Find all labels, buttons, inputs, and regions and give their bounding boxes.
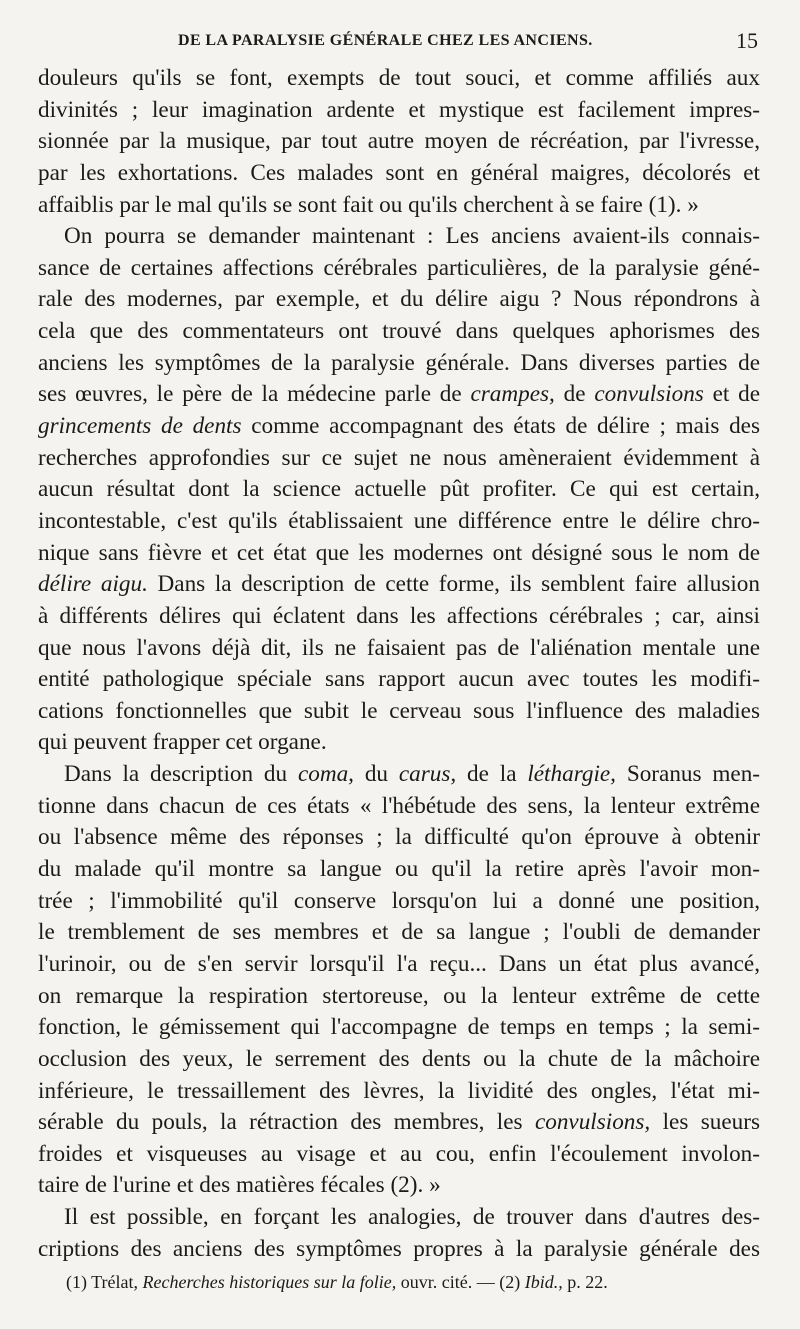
line-text: anciens les symptômes de la paralysie générale. Dans diverses parties de [38,349,760,376]
text-line [38,791,760,823]
text-line [38,949,760,981]
line-text: ses œuvres, le père de la médecine parle de [38,381,471,408]
text-line [38,569,760,601]
line-text: cations fonctionnelles que subit le cerveau sous l'influence des maladies [38,697,760,724]
line-text: de [554,381,595,408]
text-line [38,981,760,1013]
line-text: inférieure, le tressaillement des lèvres, la lividité des ongles, l'état mi- [38,1077,760,1104]
line-text: affaiblis par le mal qu'ils se sont fait ou qu'ils cherchent à se faire (1). » [38,191,699,218]
text-line [38,1234,760,1266]
page-number: 15 [736,28,758,53]
footnote-text: p. 22. [562,1272,608,1292]
text-line [38,854,760,886]
text-line [38,664,760,696]
text-line [38,696,760,728]
line-text: les sueurs [650,1109,760,1136]
line-text: du [353,761,399,788]
text-line [38,316,760,348]
italic-text: carus, [398,761,457,788]
line-text: Il est possible, en forçant les analogies, de trouver dans d'autres des- [64,1204,760,1231]
line-text: par les exhortations. Ces malades sont en général maigres, décolorés et [38,159,760,186]
line-text: trée ; l'immobilité qu'il conserve lorsqu'on lui a donné une position, [38,887,760,914]
text-line [38,538,760,570]
line-text: Soranus men- [615,761,760,788]
line-text: cela que des commentateurs ont trouvé dans quelques aphorismes des [38,318,760,345]
text-line [38,1139,760,1171]
footnote-ibid: Ibid., [524,1272,563,1292]
line-text: tionne dans chacun de ces états « l'hébétude des sens, la lenteur extrême [38,792,760,819]
line-text: occlusion des yeux, le serrement des dents ou la chute de la mâchoire [38,1045,760,1072]
line-text: Dans la description de cette forme, ils semblent faire allusion [147,571,760,598]
footnote-text: (1) Trélat, [66,1272,143,1292]
text-line [38,63,760,95]
line-text: criptions des anciens des symptômes propres à la paralysie générale des [38,1235,760,1262]
line-text: froides et visqueuses au visage et au cou, enfin l'écoulement involon- [38,1140,760,1167]
line-text: entité pathologique spéciale sans rapport aucun avec toutes les modifi- [38,666,760,693]
text-line [38,822,760,854]
text-line [38,1202,760,1234]
line-text: sionnée par la musique, par tout autre moyen de récréation, par l'ivresse, [38,128,760,155]
line-text: sérable du pouls, la rétraction des membres, les [38,1109,535,1136]
line-text: Dans la description du [64,761,298,788]
line-text: divinités ; leur imagination ardente et mystique est facilement impres- [38,96,760,123]
line-text: on remarque la respiration stertoreuse, ou la lenteur extrême de cette [38,982,760,1009]
italic-text: convulsions [594,381,704,408]
italic-text: crampes, [470,381,555,408]
line-text: l'urinoir, ou de s'en servir lorsqu'il l'a reçu... Dans un état plus avancé, [38,950,760,977]
text-line [38,443,760,475]
footnote-text: ouvr. cité. — (2) [396,1272,525,1292]
text-line [38,284,760,316]
text-line [38,190,760,222]
text-line [38,221,760,253]
italic-text: grincements de dents [38,413,242,440]
line-text: douleurs qu'ils se font, exempts de tout souci, et comme affiliés aux [38,65,760,91]
text-line [38,1044,760,1076]
line-text: comme accompagnant des états de délire ; mais des [241,413,760,440]
text-line [38,506,760,538]
text-line [38,1076,760,1108]
line-text: On pourra se demander maintenant : Les anciens avaient-ils connais- [64,223,760,250]
text-line [38,917,760,949]
text-line [38,379,760,411]
line-text: du malade qu'il montre sa langue ou qu'il la retire après l'avoir mon- [38,856,760,883]
text-line [38,474,760,506]
footnote-title: Recherches historiques sur la folie, [142,1272,397,1292]
line-text: ou l'absence même des réponses ; la difficulté qu'on éprouve à obtenir [38,824,760,851]
text-line [38,1107,760,1139]
footnote [38,1270,760,1294]
italic-text: délire aigu. [38,571,148,598]
text-line [38,886,760,918]
line-text: fonction, le gémissement qui l'accompagne de temps en temps ; la semi- [38,1014,760,1041]
text-line [38,158,760,190]
line-text: sance de certaines affections cérébrales particulières, de la paralysie géné- [38,254,760,281]
line-text: rale des modernes, par exemple, et du délire aigu ? Nous répondrons à [38,286,760,313]
text-line [38,1170,760,1202]
line-text: recherches approfondies sur ce sujet ne nous amèneraient évidemment à [38,444,760,471]
line-text: à différents délires qui éclatent dans les affections cérébrales ; car, ainsi [38,602,760,629]
body-text [38,63,760,1265]
text-line [38,1012,760,1044]
line-text: taire de l'urine et des matières fécales (2). » [38,1172,441,1199]
line-text: et de [703,381,760,408]
text-line [38,348,760,380]
line-text: aucun résultat dont la science actuelle pût profiter. Ce qui est certain, [38,476,760,503]
italic-text: convulsions, [534,1109,651,1136]
italic-text: léthargie, [527,761,616,788]
text-line [38,601,760,633]
text-line [38,633,760,665]
running-head: DE LA PARALYSIE GÉNÉRALE CHEZ LES ANCIENS. [178,32,593,49]
text-line [38,126,760,158]
text-line [38,95,760,127]
line-text: que nous l'avons déjà dit, ils ne faisaient pas de l'aliénation mentale une [38,634,760,661]
line-text: nique sans fièvre et cet état que les modernes ont désigné sous le nom de [38,539,760,566]
text-line [38,759,760,791]
italic-text: coma, [297,761,354,788]
line-text: qui peuvent frapper cet organe. [38,729,327,756]
text-line [38,253,760,285]
line-text: de la [456,761,528,788]
text-line [38,411,760,443]
text-line [38,727,760,759]
line-text: incontestable, c'est qu'ils établissaient une différence entre le délire chro- [38,507,760,534]
line-text: le tremblement de ses membres et de sa langue ; l'oubli de demander [38,919,760,946]
